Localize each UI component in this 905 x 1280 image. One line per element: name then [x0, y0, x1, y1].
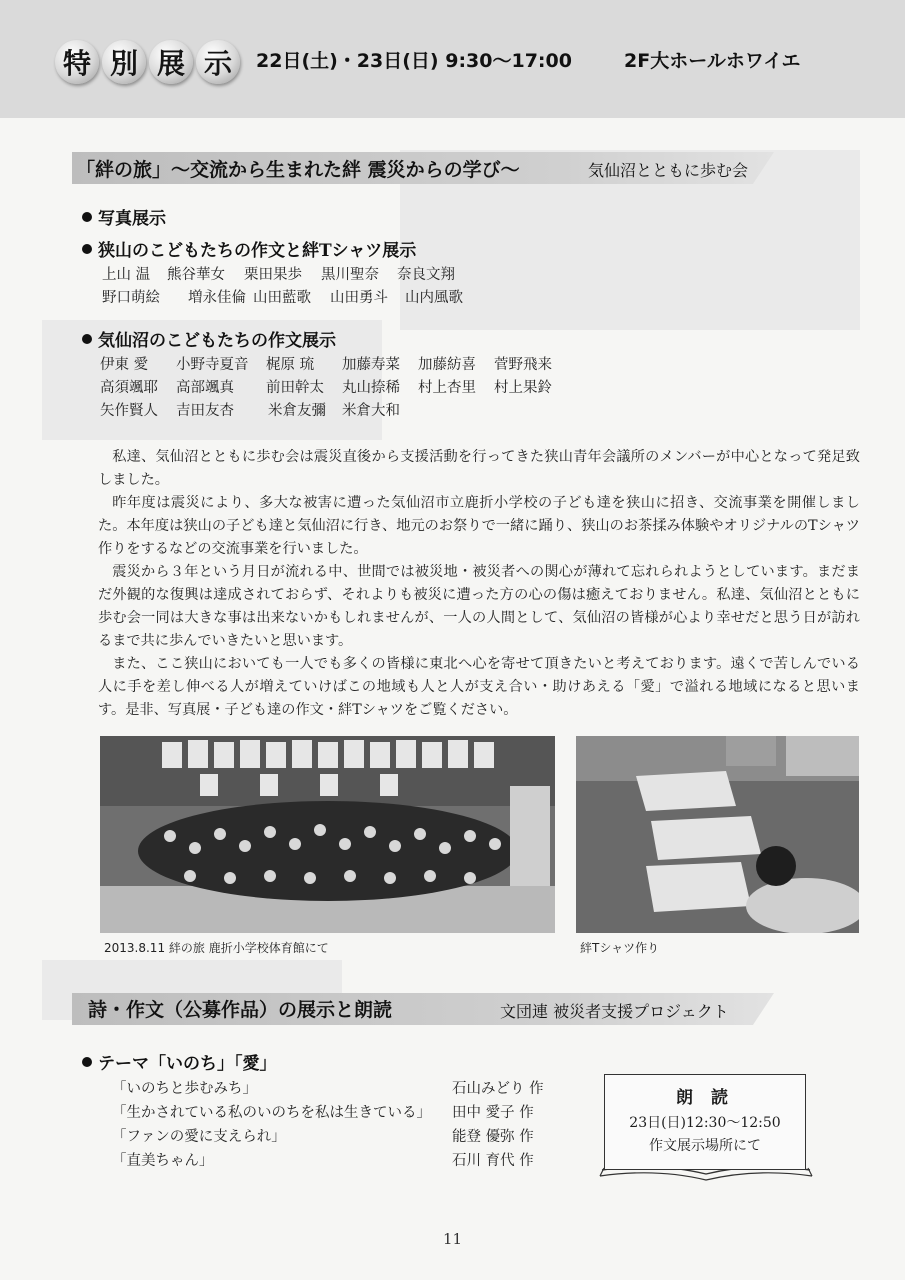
bullet-sayama-exhibit: [82, 236, 416, 261]
child-name: 矢作賢人: [100, 403, 158, 419]
body-paragraph: 震災から３年という月日が流れる中、世間では被災地・被災者への関心が薄れて忘れられようとしています。まだまだ外観的な復興は達成されておらず、それよりも被災に遭った方の心の傷は癒えておりません。私達、気仙沼とともに歩む会一同は大きな事は出来ないかもしれませんが、一人の人間として、気仙沼の皆様が心より幸せだと思う日が訪れるまで共に歩んでいきたいと思います。: [98, 564, 860, 649]
work-title: 「いのちと歩むみち」: [112, 1081, 257, 1097]
bullet-label: 狭山のこどもたちの作文と絆Tシャツ展示: [98, 241, 417, 261]
tshirt-photo-image: [576, 736, 859, 933]
work-entry: [112, 1077, 562, 1101]
child-name: 菅野飛来: [494, 357, 552, 373]
bullet-dot-icon: [82, 244, 92, 254]
group-photo-image: [100, 736, 555, 933]
badge-char: 別: [102, 40, 146, 84]
bullet-theme: [82, 1049, 277, 1074]
child-name: 栗田果歩: [244, 267, 302, 283]
special-exhibit-badge: [55, 40, 240, 84]
work-entry: [112, 1101, 562, 1125]
bullet-kesennuma-exhibit: [82, 326, 336, 351]
bullet-label: 写真展示: [98, 209, 166, 229]
child-name: 黒川聖奈: [321, 267, 379, 283]
section2-title: 詩・作文（公募作品）の展示と朗読: [88, 999, 393, 1021]
section1-body: [98, 446, 860, 722]
child-name: 小野寺夏音: [176, 357, 249, 373]
child-name: 加藤紡喜: [418, 357, 476, 373]
child-name: 奈良文翔: [397, 267, 455, 283]
kesennuma-names-row: [100, 399, 400, 420]
section1-title: 「絆の旅」～交流から生まれた絆 震災からの学び～: [76, 159, 520, 181]
work-author: 石山みどり 作: [452, 1081, 544, 1097]
bullet-dot-icon: [82, 334, 92, 344]
bullet-dot-icon: [82, 212, 92, 222]
child-name: 山田藍歌: [253, 290, 311, 306]
bullet-dot-icon: [82, 1057, 92, 1067]
reading-title: 朗 読: [676, 1088, 734, 1108]
child-name: 山内風歌: [405, 290, 463, 306]
bullet-label: テーマ「いのち」「愛」: [98, 1054, 277, 1074]
child-name: 加藤寿菜: [342, 357, 400, 373]
child-name: 丸山捺稀: [342, 380, 400, 396]
child-name: 熊谷華女: [167, 267, 225, 283]
reading-info-box: [604, 1074, 806, 1170]
section2-organizer: 文団連 被災者支援プロジェクト: [500, 1002, 729, 1021]
tshirt-making-photo: [576, 736, 859, 933]
bullet-label: 気仙沼のこどもたちの作文展示: [98, 331, 336, 351]
child-name: 米倉大和: [342, 403, 400, 419]
child-name: 伊東 愛: [100, 357, 149, 373]
child-name: 米倉友彌: [268, 403, 326, 419]
child-name: 高須颯耶: [100, 380, 158, 396]
exhibit-venue: 2F大ホールホワイエ: [624, 50, 801, 72]
reading-time: 23日(日)12:30～12:50: [629, 1115, 781, 1131]
badge-char: 展: [149, 40, 193, 84]
work-entry: [112, 1149, 562, 1173]
work-author: 石川 育代 作: [452, 1153, 534, 1169]
work-title: 「ファンの愛に支えられ」: [112, 1129, 286, 1145]
child-name: 前田幹太: [266, 380, 324, 396]
sayama-names-row: [102, 263, 455, 284]
body-paragraph: また、ここ狭山においても一人でも多くの皆様に東北へ心を寄せて頂きたいと考えております。遠くで苦しんでいる人に手を差し伸べる人が増えていけばこの地域も人と人が支え合い・助けあえる「愛」で溢れる地域になると思います。是非、写真展・子ども達の作文・絆Tシャツをご覧ください。: [98, 656, 860, 718]
body-paragraph: 私達、気仙沼とともに歩む会は震災直後から支援活動を行ってきた狭山青年会議所のメンバーが中心となって発足致しました。: [98, 449, 860, 488]
work-author: 能登 優弥 作: [452, 1129, 534, 1145]
kesennuma-names-row: [100, 353, 552, 374]
work-entry: [112, 1125, 562, 1149]
child-name: 村上杏里: [418, 380, 476, 396]
badge-char: 特: [55, 40, 99, 84]
section1-organizer: 気仙沼とともに歩む会: [588, 161, 749, 180]
exhibition-header: [0, 0, 905, 118]
child-name: 村上果鈴: [494, 380, 552, 396]
body-paragraph: 昨年度は震災により、多大な被害に遭った気仙沼市立鹿折小学校の子ども達を狭山に招き、交流事業を開催しました。本年度は狭山の子ども達と気仙沼に行き、地元のお祭りで一緒に踊り、狭山のお茶揉み体験やオリジナルのTシャツ作りをするなどの交流事業を行いました。: [98, 495, 860, 557]
reading-place: 作文展示場所にて: [649, 1138, 761, 1154]
child-name: 増永佳倫: [188, 290, 246, 306]
child-name: 山田勇斗: [330, 290, 388, 306]
child-name: 吉田友杏: [176, 403, 234, 419]
badge-char: 示: [196, 40, 240, 84]
bullet-photo-exhibit: [82, 204, 166, 229]
sayama-names-row: [102, 286, 463, 307]
kesennuma-names-row: [100, 376, 552, 397]
child-name: 上山 温: [102, 267, 151, 283]
work-title: 「生かされている私のいのちを私は生きている」: [112, 1105, 431, 1121]
work-title: 「直美ちゃん」: [112, 1153, 214, 1169]
page-number: 11: [442, 1230, 463, 1248]
child-name: 高部颯真: [176, 380, 234, 396]
child-name: 梶原 琉: [266, 357, 315, 373]
tshirt-photo-caption: 絆Tシャツ作り: [580, 941, 660, 955]
work-author: 田中 愛子 作: [452, 1105, 534, 1121]
group-photo-caption: 2013.8.11 絆の旅 鹿折小学校体育館にて: [104, 941, 329, 955]
group-photo: [100, 736, 555, 933]
child-name: 野口萌絵: [102, 290, 160, 306]
exhibit-dates: 22日(土)・23日(日) 9:30～17:00: [256, 50, 572, 72]
